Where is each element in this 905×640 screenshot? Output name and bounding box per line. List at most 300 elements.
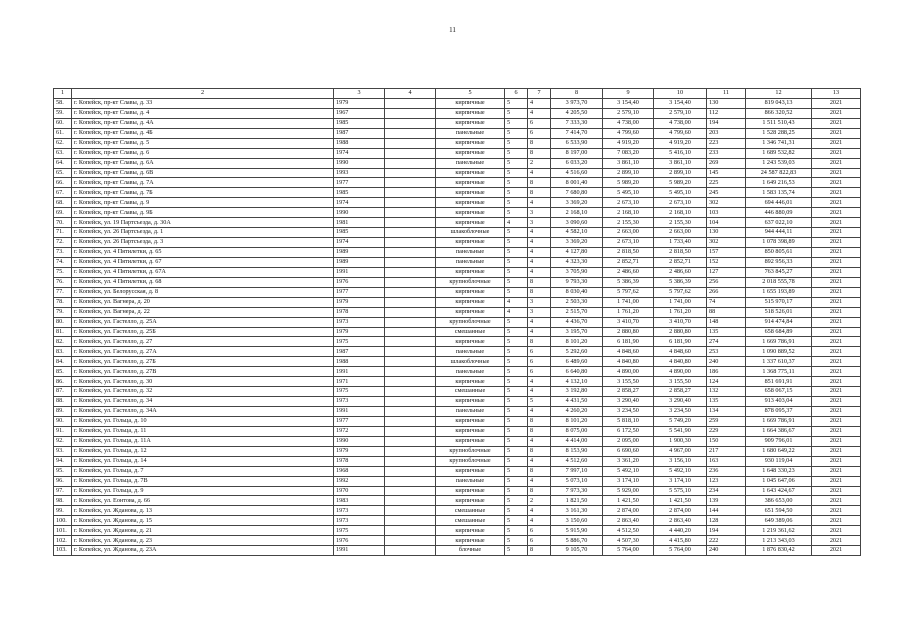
wall-material-cell: кирпичные bbox=[436, 148, 505, 158]
residential-area-cell: 1 761,20 bbox=[654, 307, 707, 317]
floors-cell: 5 bbox=[505, 228, 528, 238]
entrances-cell: 4 bbox=[528, 516, 551, 526]
row-number-cell: 82. bbox=[54, 337, 72, 347]
living-area-cell: 6 690,60 bbox=[603, 446, 654, 456]
col4-cell bbox=[385, 188, 436, 198]
entrances-cell: 3 bbox=[528, 307, 551, 317]
year-planned-cell: 2021 bbox=[812, 138, 861, 148]
table-row bbox=[54, 257, 861, 267]
floors-cell: 5 bbox=[505, 526, 528, 536]
residential-area-cell: 2 818,50 bbox=[654, 248, 707, 258]
address-cell: г. Копейск, ул. Еонтова, д. 66 bbox=[72, 496, 334, 506]
address-cell: г. Копейск, ул. Гастелло, д. 30 bbox=[72, 377, 334, 387]
col4-cell bbox=[385, 98, 436, 108]
year-planned-cell: 2021 bbox=[812, 108, 861, 118]
table-row bbox=[54, 228, 861, 238]
year-built-cell: 1973 bbox=[334, 397, 385, 407]
residential-area-cell: 6 181,90 bbox=[654, 337, 707, 347]
residents-cell: 223 bbox=[707, 138, 746, 148]
col4-cell bbox=[385, 516, 436, 526]
year-planned-cell: 2021 bbox=[812, 436, 861, 446]
residential-area-cell: 3 155,50 bbox=[654, 377, 707, 387]
residents-cell: 145 bbox=[707, 168, 746, 178]
col4-cell bbox=[385, 128, 436, 138]
floors-cell: 5 bbox=[505, 347, 528, 357]
row-number-cell: 89. bbox=[54, 407, 72, 417]
wall-material-cell: панельные bbox=[436, 248, 505, 258]
entrances-cell: 6 bbox=[528, 526, 551, 536]
living-area-cell: 3 410,70 bbox=[603, 317, 654, 327]
address-cell: г. Копейск, ул. Гастелло, д. 34А bbox=[72, 407, 334, 417]
floors-cell: 5 bbox=[505, 436, 528, 446]
table-row bbox=[54, 357, 861, 367]
address-cell: г. Копейск, ул. Гольца, д. 12 bbox=[72, 446, 334, 456]
living-area-cell: 3 174,10 bbox=[603, 476, 654, 486]
col4-cell bbox=[385, 108, 436, 118]
total-area-cell: 3 090,60 bbox=[551, 218, 603, 228]
cost-cell: 1 689 532,82 bbox=[746, 148, 812, 158]
entrances-cell: 4 bbox=[528, 98, 551, 108]
residents-cell: 245 bbox=[707, 188, 746, 198]
col4-cell bbox=[385, 367, 436, 377]
year-planned-cell: 2021 bbox=[812, 98, 861, 108]
residents-cell: 217 bbox=[707, 446, 746, 456]
floors-cell: 5 bbox=[505, 327, 528, 337]
year-planned-cell: 2021 bbox=[812, 208, 861, 218]
year-planned-cell: 2021 bbox=[812, 148, 861, 158]
living-area-cell: 2 095,00 bbox=[603, 436, 654, 446]
col4-cell bbox=[385, 267, 436, 277]
cost-cell: 866 320,52 bbox=[746, 108, 812, 118]
entrances-cell: 8 bbox=[528, 287, 551, 297]
row-number-cell: 96. bbox=[54, 476, 72, 486]
entrances-cell: 4 bbox=[528, 407, 551, 417]
residents-cell: 269 bbox=[707, 158, 746, 168]
wall-material-cell: блочные bbox=[436, 546, 505, 556]
entrances-cell: 8 bbox=[528, 148, 551, 158]
year-planned-cell: 2021 bbox=[812, 347, 861, 357]
table-row bbox=[54, 118, 861, 128]
residents-cell: 128 bbox=[707, 516, 746, 526]
total-area-cell: 4 127,80 bbox=[551, 248, 603, 258]
col4-cell bbox=[385, 546, 436, 556]
address-cell: г. Копейск, ул. 19 Партсъезда, д. 30А bbox=[72, 218, 334, 228]
table-row bbox=[54, 198, 861, 208]
living-area-cell: 2 818,50 bbox=[603, 248, 654, 258]
floors-cell: 5 bbox=[505, 496, 528, 506]
col4-cell bbox=[385, 118, 436, 128]
cost-cell: 1 213 343,03 bbox=[746, 536, 812, 546]
entrances-cell: 8 bbox=[528, 138, 551, 148]
col4-cell bbox=[385, 307, 436, 317]
table-row bbox=[54, 387, 861, 397]
living-area-cell: 3 234,50 bbox=[603, 407, 654, 417]
floors-cell: 5 bbox=[505, 257, 528, 267]
total-area-cell: 3 973,70 bbox=[551, 98, 603, 108]
table-row bbox=[54, 208, 861, 218]
row-number-cell: 81. bbox=[54, 327, 72, 337]
cost-cell: 914 474,84 bbox=[746, 317, 812, 327]
wall-material-cell: панельные bbox=[436, 128, 505, 138]
wall-material-cell: кирпичные bbox=[436, 416, 505, 426]
wall-material-cell: кирпичные bbox=[436, 287, 505, 297]
residents-cell: 130 bbox=[707, 228, 746, 238]
wall-material-cell: крупноблочные bbox=[436, 317, 505, 327]
row-number-cell: 80. bbox=[54, 317, 72, 327]
residential-area-cell: 5 575,10 bbox=[654, 486, 707, 496]
year-planned-cell: 2021 bbox=[812, 456, 861, 466]
residents-cell: 236 bbox=[707, 466, 746, 476]
living-area-cell: 2 673,10 bbox=[603, 238, 654, 248]
year-built-cell: 1975 bbox=[334, 387, 385, 397]
row-number-cell: 95. bbox=[54, 466, 72, 476]
floors-cell: 4 bbox=[505, 218, 528, 228]
floors-cell: 5 bbox=[505, 466, 528, 476]
year-planned-cell: 2021 bbox=[812, 168, 861, 178]
table-row bbox=[54, 466, 861, 476]
row-number-cell: 75. bbox=[54, 267, 72, 277]
wall-material-cell: кирпичные bbox=[436, 238, 505, 248]
row-number-cell: 66. bbox=[54, 178, 72, 188]
col4-cell bbox=[385, 416, 436, 426]
cost-cell: 658 684,89 bbox=[746, 327, 812, 337]
col4-cell bbox=[385, 526, 436, 536]
table-row bbox=[54, 397, 861, 407]
floors-cell: 5 bbox=[505, 377, 528, 387]
year-planned-cell: 2021 bbox=[812, 476, 861, 486]
entrances-cell: 3 bbox=[528, 208, 551, 218]
cost-cell: 651 594,50 bbox=[746, 506, 812, 516]
address-cell: г. Копейск, ул. 26 Партсъезда, д. 3 bbox=[72, 238, 334, 248]
year-planned-cell: 2021 bbox=[812, 416, 861, 426]
wall-material-cell: кирпичные bbox=[436, 98, 505, 108]
address-cell: г. Копейск, ул. Гастелло, д. 27В bbox=[72, 367, 334, 377]
cost-cell: 1 876 830,42 bbox=[746, 546, 812, 556]
total-area-cell: 3 161,30 bbox=[551, 506, 603, 516]
wall-material-cell: панельные bbox=[436, 158, 505, 168]
cost-cell: 386 653,00 bbox=[746, 496, 812, 506]
cost-cell: 850 805,61 bbox=[746, 248, 812, 258]
floors-cell: 5 bbox=[505, 536, 528, 546]
header-cell: 1 bbox=[54, 89, 72, 99]
year-built-cell: 1993 bbox=[334, 168, 385, 178]
row-number-cell: 70. bbox=[54, 218, 72, 228]
col4-cell bbox=[385, 138, 436, 148]
living-area-cell: 5 989,20 bbox=[603, 178, 654, 188]
cost-cell: 1 664 386,67 bbox=[746, 426, 812, 436]
residents-cell: 132 bbox=[707, 387, 746, 397]
col4-cell bbox=[385, 357, 436, 367]
table-row bbox=[54, 307, 861, 317]
wall-material-cell: кирпичные bbox=[436, 536, 505, 546]
floors-cell: 5 bbox=[505, 158, 528, 168]
year-planned-cell: 2021 bbox=[812, 158, 861, 168]
col4-cell bbox=[385, 397, 436, 407]
cost-cell: 1 680 649,22 bbox=[746, 446, 812, 456]
header-cell: 5 bbox=[436, 89, 505, 99]
total-area-cell: 4 512,60 bbox=[551, 456, 603, 466]
table-row bbox=[54, 327, 861, 337]
year-built-cell: 1992 bbox=[334, 476, 385, 486]
address-cell: г. Копейск, ул. Жданова, д. 23А bbox=[72, 546, 334, 556]
residential-area-cell: 2 579,10 bbox=[654, 108, 707, 118]
living-area-cell: 1 761,20 bbox=[603, 307, 654, 317]
row-number-cell: 93. bbox=[54, 446, 72, 456]
residents-cell: 150 bbox=[707, 436, 746, 446]
residential-area-cell: 5 541,90 bbox=[654, 426, 707, 436]
wall-material-cell: крупноблочные bbox=[436, 446, 505, 456]
cost-cell: 2 018 555,78 bbox=[746, 277, 812, 287]
entrances-cell: 4 bbox=[528, 198, 551, 208]
residents-cell: 124 bbox=[707, 377, 746, 387]
living-area-cell: 4 512,50 bbox=[603, 526, 654, 536]
col4-cell bbox=[385, 208, 436, 218]
col4-cell bbox=[385, 387, 436, 397]
row-number-cell: 78. bbox=[54, 297, 72, 307]
year-planned-cell: 2021 bbox=[812, 337, 861, 347]
year-built-cell: 1989 bbox=[334, 257, 385, 267]
year-planned-cell: 2021 bbox=[812, 357, 861, 367]
living-area-cell: 4 799,60 bbox=[603, 128, 654, 138]
row-number-cell: 63. bbox=[54, 148, 72, 158]
year-built-cell: 1968 bbox=[334, 466, 385, 476]
year-built-cell: 1988 bbox=[334, 357, 385, 367]
residents-cell: 127 bbox=[707, 267, 746, 277]
cost-cell: 658 067,15 bbox=[746, 387, 812, 397]
residents-cell: 139 bbox=[707, 496, 746, 506]
table-row bbox=[54, 98, 861, 108]
floors-cell: 5 bbox=[505, 387, 528, 397]
residents-cell: 123 bbox=[707, 476, 746, 486]
col4-cell bbox=[385, 536, 436, 546]
residential-area-cell: 2 852,71 bbox=[654, 257, 707, 267]
cost-cell: 1 243 539,03 bbox=[746, 158, 812, 168]
year-planned-cell: 2021 bbox=[812, 546, 861, 556]
total-area-cell: 4 323,30 bbox=[551, 257, 603, 267]
living-area-cell: 2 874,00 bbox=[603, 506, 654, 516]
total-area-cell: 4 431,50 bbox=[551, 397, 603, 407]
cost-cell: 1 669 786,91 bbox=[746, 416, 812, 426]
wall-material-cell: панельные bbox=[436, 476, 505, 486]
year-planned-cell: 2021 bbox=[812, 118, 861, 128]
year-built-cell: 1976 bbox=[334, 536, 385, 546]
address-cell: г. Копейск, ул. Жданова, д. 13 bbox=[72, 506, 334, 516]
wall-material-cell: кирпичные bbox=[436, 138, 505, 148]
year-built-cell: 1987 bbox=[334, 347, 385, 357]
wall-material-cell: кирпичные bbox=[436, 307, 505, 317]
cost-cell: 1 346 741,31 bbox=[746, 138, 812, 148]
header-cell: 12 bbox=[746, 89, 812, 99]
row-number-cell: 90. bbox=[54, 416, 72, 426]
col4-cell bbox=[385, 337, 436, 347]
living-area-cell: 4 507,30 bbox=[603, 536, 654, 546]
entrances-cell: 8 bbox=[528, 486, 551, 496]
living-area-cell: 4 848,60 bbox=[603, 347, 654, 357]
floors-cell: 5 bbox=[505, 317, 528, 327]
col4-cell bbox=[385, 456, 436, 466]
year-planned-cell: 2021 bbox=[812, 536, 861, 546]
floors-cell: 5 bbox=[505, 357, 528, 367]
table-row bbox=[54, 456, 861, 466]
entrances-cell: 6 bbox=[528, 367, 551, 377]
living-area-cell: 2 486,60 bbox=[603, 267, 654, 277]
floors-cell: 5 bbox=[505, 416, 528, 426]
row-number-cell: 83. bbox=[54, 347, 72, 357]
col4-cell bbox=[385, 198, 436, 208]
residential-area-cell: 5 495,10 bbox=[654, 188, 707, 198]
living-area-cell: 4 738,00 bbox=[603, 118, 654, 128]
col4-cell bbox=[385, 277, 436, 287]
row-number-cell: 65. bbox=[54, 168, 72, 178]
total-area-cell: 4 436,70 bbox=[551, 317, 603, 327]
floors-cell: 5 bbox=[505, 476, 528, 486]
residential-area-cell: 2 874,00 bbox=[654, 506, 707, 516]
col4-cell bbox=[385, 407, 436, 417]
residents-cell: 103 bbox=[707, 208, 746, 218]
residents-cell: 135 bbox=[707, 397, 746, 407]
total-area-cell: 3 369,20 bbox=[551, 238, 603, 248]
residents-cell: 130 bbox=[707, 98, 746, 108]
wall-material-cell: кирпичные bbox=[436, 118, 505, 128]
year-planned-cell: 2021 bbox=[812, 516, 861, 526]
year-built-cell: 1991 bbox=[334, 407, 385, 417]
residential-area-cell: 5 797,62 bbox=[654, 287, 707, 297]
residential-area-cell: 1 900,30 bbox=[654, 436, 707, 446]
living-area-cell: 3 290,40 bbox=[603, 397, 654, 407]
floors-cell: 4 bbox=[505, 307, 528, 317]
col4-cell bbox=[385, 178, 436, 188]
header-cell: 2 bbox=[72, 89, 334, 99]
year-built-cell: 1977 bbox=[334, 287, 385, 297]
year-built-cell: 1977 bbox=[334, 178, 385, 188]
address-cell: г. Копейск, ул. Вагнера, д. 20 bbox=[72, 297, 334, 307]
total-area-cell: 8 030,40 bbox=[551, 287, 603, 297]
table-row bbox=[54, 168, 861, 178]
living-area-cell: 1 421,50 bbox=[603, 496, 654, 506]
table-row bbox=[54, 267, 861, 277]
header-cell: 3 bbox=[334, 89, 385, 99]
table-row bbox=[54, 337, 861, 347]
col4-cell bbox=[385, 436, 436, 446]
year-built-cell: 1970 bbox=[334, 486, 385, 496]
col4-cell bbox=[385, 248, 436, 258]
entrances-cell: 4 bbox=[528, 108, 551, 118]
wall-material-cell: кирпичные bbox=[436, 466, 505, 476]
col4-cell bbox=[385, 327, 436, 337]
address-cell: г. Копейск, пр-кт Славы, д. 7Б bbox=[72, 188, 334, 198]
residential-area-cell: 2 858,27 bbox=[654, 387, 707, 397]
residential-area-cell: 3 234,50 bbox=[654, 407, 707, 417]
total-area-cell: 3 150,60 bbox=[551, 516, 603, 526]
row-number-cell: 72. bbox=[54, 238, 72, 248]
row-number-cell: 99. bbox=[54, 506, 72, 516]
total-area-cell: 4 260,20 bbox=[551, 407, 603, 417]
wall-material-cell: смешанные bbox=[436, 327, 505, 337]
year-built-cell: 1975 bbox=[334, 526, 385, 536]
cost-cell: 518 526,01 bbox=[746, 307, 812, 317]
entrances-cell: 8 bbox=[528, 546, 551, 556]
wall-material-cell: смешанные bbox=[436, 506, 505, 516]
wall-material-cell: кирпичные bbox=[436, 436, 505, 446]
floors-cell: 5 bbox=[505, 407, 528, 417]
year-planned-cell: 2021 bbox=[812, 287, 861, 297]
living-area-cell: 2 673,10 bbox=[603, 198, 654, 208]
total-area-cell: 7 414,70 bbox=[551, 128, 603, 138]
residential-area-cell: 2 880,80 bbox=[654, 327, 707, 337]
table-row bbox=[54, 486, 861, 496]
residents-cell: 104 bbox=[707, 218, 746, 228]
floors-cell: 5 bbox=[505, 486, 528, 496]
residents-cell: 302 bbox=[707, 238, 746, 248]
residential-area-cell: 5 764,00 bbox=[654, 546, 707, 556]
entrances-cell: 8 bbox=[528, 277, 551, 287]
address-cell: г. Копейск, пр-кт Славы, д. 9 bbox=[72, 198, 334, 208]
address-cell: г. Копейск, ул. Гольца, д. 11А bbox=[72, 436, 334, 446]
table-row bbox=[54, 546, 861, 556]
living-area-cell: 2 858,27 bbox=[603, 387, 654, 397]
address-cell: г. Копейск, ул. Гастелло, д. 25А bbox=[72, 317, 334, 327]
floors-cell: 5 bbox=[505, 238, 528, 248]
residential-area-cell: 2 899,10 bbox=[654, 168, 707, 178]
residential-area-cell: 2 863,40 bbox=[654, 516, 707, 526]
residents-cell: 233 bbox=[707, 148, 746, 158]
cost-cell: 649 389,06 bbox=[746, 516, 812, 526]
total-area-cell: 3 195,70 bbox=[551, 327, 603, 337]
table-row bbox=[54, 436, 861, 446]
address-cell: г. Копейск, ул. 26 Партсъезда, д. 1 bbox=[72, 228, 334, 238]
residents-cell: 144 bbox=[707, 506, 746, 516]
floors-cell: 5 bbox=[505, 148, 528, 158]
year-built-cell: 1985 bbox=[334, 188, 385, 198]
entrances-cell: 8 bbox=[528, 337, 551, 347]
year-built-cell: 1988 bbox=[334, 138, 385, 148]
entrances-cell: 4 bbox=[528, 168, 551, 178]
year-planned-cell: 2021 bbox=[812, 446, 861, 456]
wall-material-cell: кирпичные bbox=[436, 496, 505, 506]
living-area-cell: 4 890,00 bbox=[603, 367, 654, 377]
entrances-cell: 6 bbox=[528, 536, 551, 546]
table-row bbox=[54, 178, 861, 188]
address-cell: г. Копейск, ул. Гастелло, д. 32 bbox=[72, 387, 334, 397]
table-row bbox=[54, 496, 861, 506]
total-area-cell: 7 333,30 bbox=[551, 118, 603, 128]
table-row bbox=[54, 407, 861, 417]
table-row bbox=[54, 188, 861, 198]
wall-material-cell: кирпичные bbox=[436, 526, 505, 536]
year-planned-cell: 2021 bbox=[812, 397, 861, 407]
row-number-cell: 76. bbox=[54, 277, 72, 287]
year-built-cell: 1971 bbox=[334, 377, 385, 387]
year-planned-cell: 2021 bbox=[812, 238, 861, 248]
floors-cell: 5 bbox=[505, 248, 528, 258]
residential-area-cell: 3 156,10 bbox=[654, 456, 707, 466]
address-cell: г. Копейск, пр-кт Славы, д. 4Б bbox=[72, 128, 334, 138]
row-number-cell: 88. bbox=[54, 397, 72, 407]
year-planned-cell: 2021 bbox=[812, 307, 861, 317]
residents-cell: 186 bbox=[707, 367, 746, 377]
residential-area-cell: 1 733,40 bbox=[654, 238, 707, 248]
table-row bbox=[54, 238, 861, 248]
entrances-cell: 4 bbox=[528, 257, 551, 267]
residential-area-cell: 5 386,39 bbox=[654, 277, 707, 287]
total-area-cell: 5 915,90 bbox=[551, 526, 603, 536]
year-planned-cell: 2021 bbox=[812, 257, 861, 267]
year-planned-cell: 2021 bbox=[812, 367, 861, 377]
residential-area-cell: 3 410,70 bbox=[654, 317, 707, 327]
residents-cell: 259 bbox=[707, 416, 746, 426]
col4-cell bbox=[385, 238, 436, 248]
header-cell: 8 bbox=[551, 89, 603, 99]
